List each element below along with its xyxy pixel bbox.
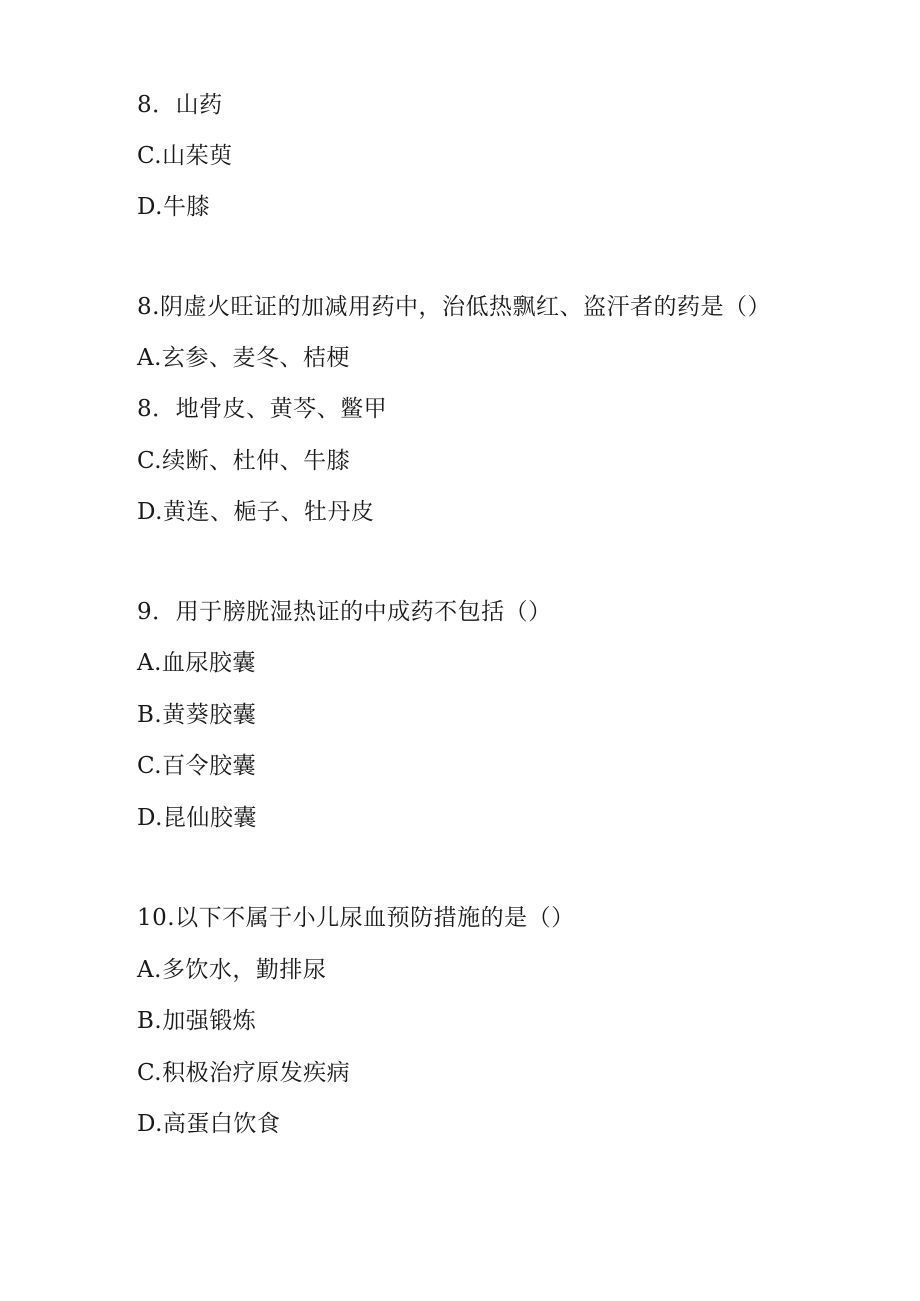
option-d-niuxi: D.牛膝: [137, 194, 210, 220]
option-8b-shanyao: 8．山药: [137, 92, 223, 118]
question-9-option-d: D.昆仙胶囊: [137, 805, 257, 831]
question-10-stem: 10.以下不属于小儿尿血预防措施的是（）: [137, 905, 575, 931]
question-8-option-c: C.续断、杜仲、牛膝: [137, 448, 351, 474]
question-10-option-d: D.高蛋白饮食: [137, 1111, 281, 1137]
question-9-option-a: A.血尿胶囊: [137, 650, 256, 676]
question-9-option-b: B.黄葵胶囊: [137, 702, 257, 728]
question-9-stem: 9．用于膀胱湿热证的中成药不包括（）: [137, 599, 552, 625]
option-c-shanzhuyu: C.山茱萸: [137, 143, 233, 169]
question-8-option-a: A.玄参、麦冬、桔梗: [137, 345, 350, 371]
question-10-option-c: C.积极治疗原发疾病: [137, 1060, 351, 1086]
question-10-option-b: B.加强锻炼: [137, 1008, 257, 1034]
question-8-stem: 8.阴虚火旺证的加减用药中，治低热飘红、盗汗者的药是（）: [137, 294, 771, 320]
question-10-option-a: A.多饮水，勤排尿: [137, 957, 327, 983]
question-9-option-c: C.百令胶囊: [137, 753, 257, 779]
question-8-option-d: D.黄连、梔子、牡丹皮: [137, 499, 375, 525]
question-8-option-b: 8．地骨皮、黄芩、鳖甲: [137, 396, 388, 422]
